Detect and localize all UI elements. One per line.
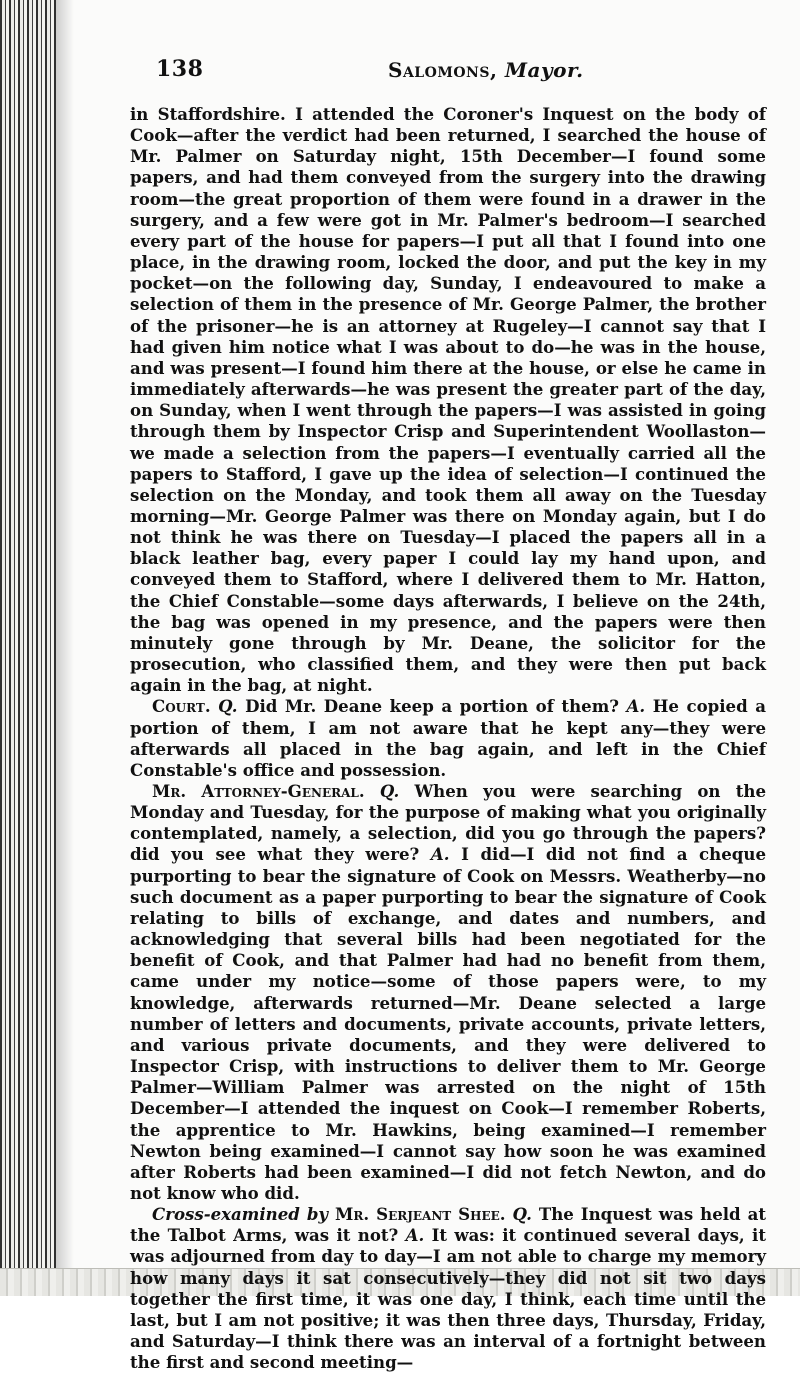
question-label: Q. [512, 1204, 532, 1225]
answer-label: A. [430, 844, 450, 865]
running-head [388, 58, 584, 82]
page-header [120, 54, 760, 90]
cross-examined-label: Cross-examined by [152, 1204, 329, 1225]
speaker-label: Mr. Serjeant Shee. [335, 1204, 506, 1225]
running-head-role: Mayor. [504, 58, 584, 82]
speaker-label: Mr. Attorney-General. [152, 781, 365, 801]
question-text: When you were searching on the Monday and Tuesday, for the purpose of making what you originally contemplated, namely, a selection, did you go through the papers? did you see what they were? [130, 781, 767, 865]
gutter-shadow [56, 0, 74, 1295]
question-text: Did Mr. Deane keep a portion of them? [245, 696, 619, 717]
answer-label: A. [405, 1225, 425, 1246]
answer-label: A. [626, 696, 646, 717]
answer-text: He copied a portion of them, I am not aware that he kept any—they were afterwards all placed in the bag again, and left in the Chief Constable's office and possession. [130, 696, 766, 780]
speaker-label: Court. [152, 696, 211, 717]
book-spine-edge [0, 0, 56, 1295]
page-number: 138 [156, 56, 204, 82]
page-body [130, 104, 766, 1373]
question-text: The Inquest was held at the Talbot Arms, was it not? [130, 1204, 767, 1246]
paragraph-attorney-general [130, 781, 766, 1204]
paragraph-text: in Staffordshire. I attended the Coroner's Inquest on the body of Cook—after the verdict had been returned, I searched the house of Mr. Palmer on Saturday night, 15th December—I found some papers, and had them conveyed from the surgery into the drawing room—the great proportion of them were found in a drawer in the surgery, and a few were got in Mr. Palmer's bedroom—I searched every part of the house for papers—I put all that I found into one place, in the drawing room, locked the door, and put the key in my pocket—on the following day, Sunday, I endeavoured to make a selection of them in the presence of Mr. George Palmer, the brother of the prisoner—he is an attorney at Rugeley—I cannot say that I had given him notice what I was about to do—he was in the house, and was present—I found him there at the house, or else he came in immediately afterwards—he was present the greater part of the day, on Sunday, when I went through the papers—I was assisted in going through them by Inspector Crisp and Superintendent Woollaston—we made a selection from the papers—I eventually carried all the papers to Stafford, I gave up the idea of selection—I continued the selection on the Monday, and took them all away on the Tuesday morning—Mr. George Palmer was there on Monday again, but I do not think he was there on Tuesday—I placed the papers all in a black leather bag, every paper I could lay my hand upon, and conveyed them to Stafford, where I delivered them to Mr. Hatton, the Chief Constable—some days afterwards, I believe on the 24th, the bag was opened in my presence, and the papers were then minutely gone through by Mr. Deane, the solicitor for the prosecution, who classified them, and they were then put back again in the bag, at night. [130, 104, 766, 696]
running-head-name: Salomons, [388, 58, 498, 82]
book-page [120, 54, 767, 1373]
paragraph-testimony [130, 104, 766, 696]
answer-text: It was: it continued several days, it was adjourned from day to day—I am not able to charge my memory how many days it sat consecutively—they did not sit two days together the first time, it was one day, I think, each time until the last, but I am not positive; it was then three days, Thursday, Friday, and Saturday—I think there was an interval of a fortnight between the first and second meeting— [130, 1225, 767, 1373]
paragraph-cross-examination [130, 1204, 766, 1373]
paragraph-court-question [130, 696, 766, 781]
question-label: Q. [218, 696, 238, 717]
question-label: Q. [379, 781, 400, 801]
answer-text: I did—I did not find a cheque purporting to bear the signature of Cook on Messrs. Weatherby—no such document as a paper purporting to bear the signature of Cook relating to bills of exchange, and dates and numbers, and acknowledging that several bills had been negotiated for the benefit of Cook, and that Palmer had had no benefit from them, came under my notice—some of those papers were, to my knowledge, afterwards returned—Mr. Deane selected a large number of letters and documents, private accounts, private letters, and various private documents, and they were delivered to Inspector Crisp, with instructions to deliver them to Mr. George Palmer—William Palmer was arrested on the night of 15th December—I attended the inquest on Cook—I remember Roberts, the apprentice to Mr. Hawkins, being examined—I remember Newton being examined—I cannot say how soon he was examined after Roberts had been examined—I did not fetch Newton, and do not know who did. [130, 844, 766, 1203]
